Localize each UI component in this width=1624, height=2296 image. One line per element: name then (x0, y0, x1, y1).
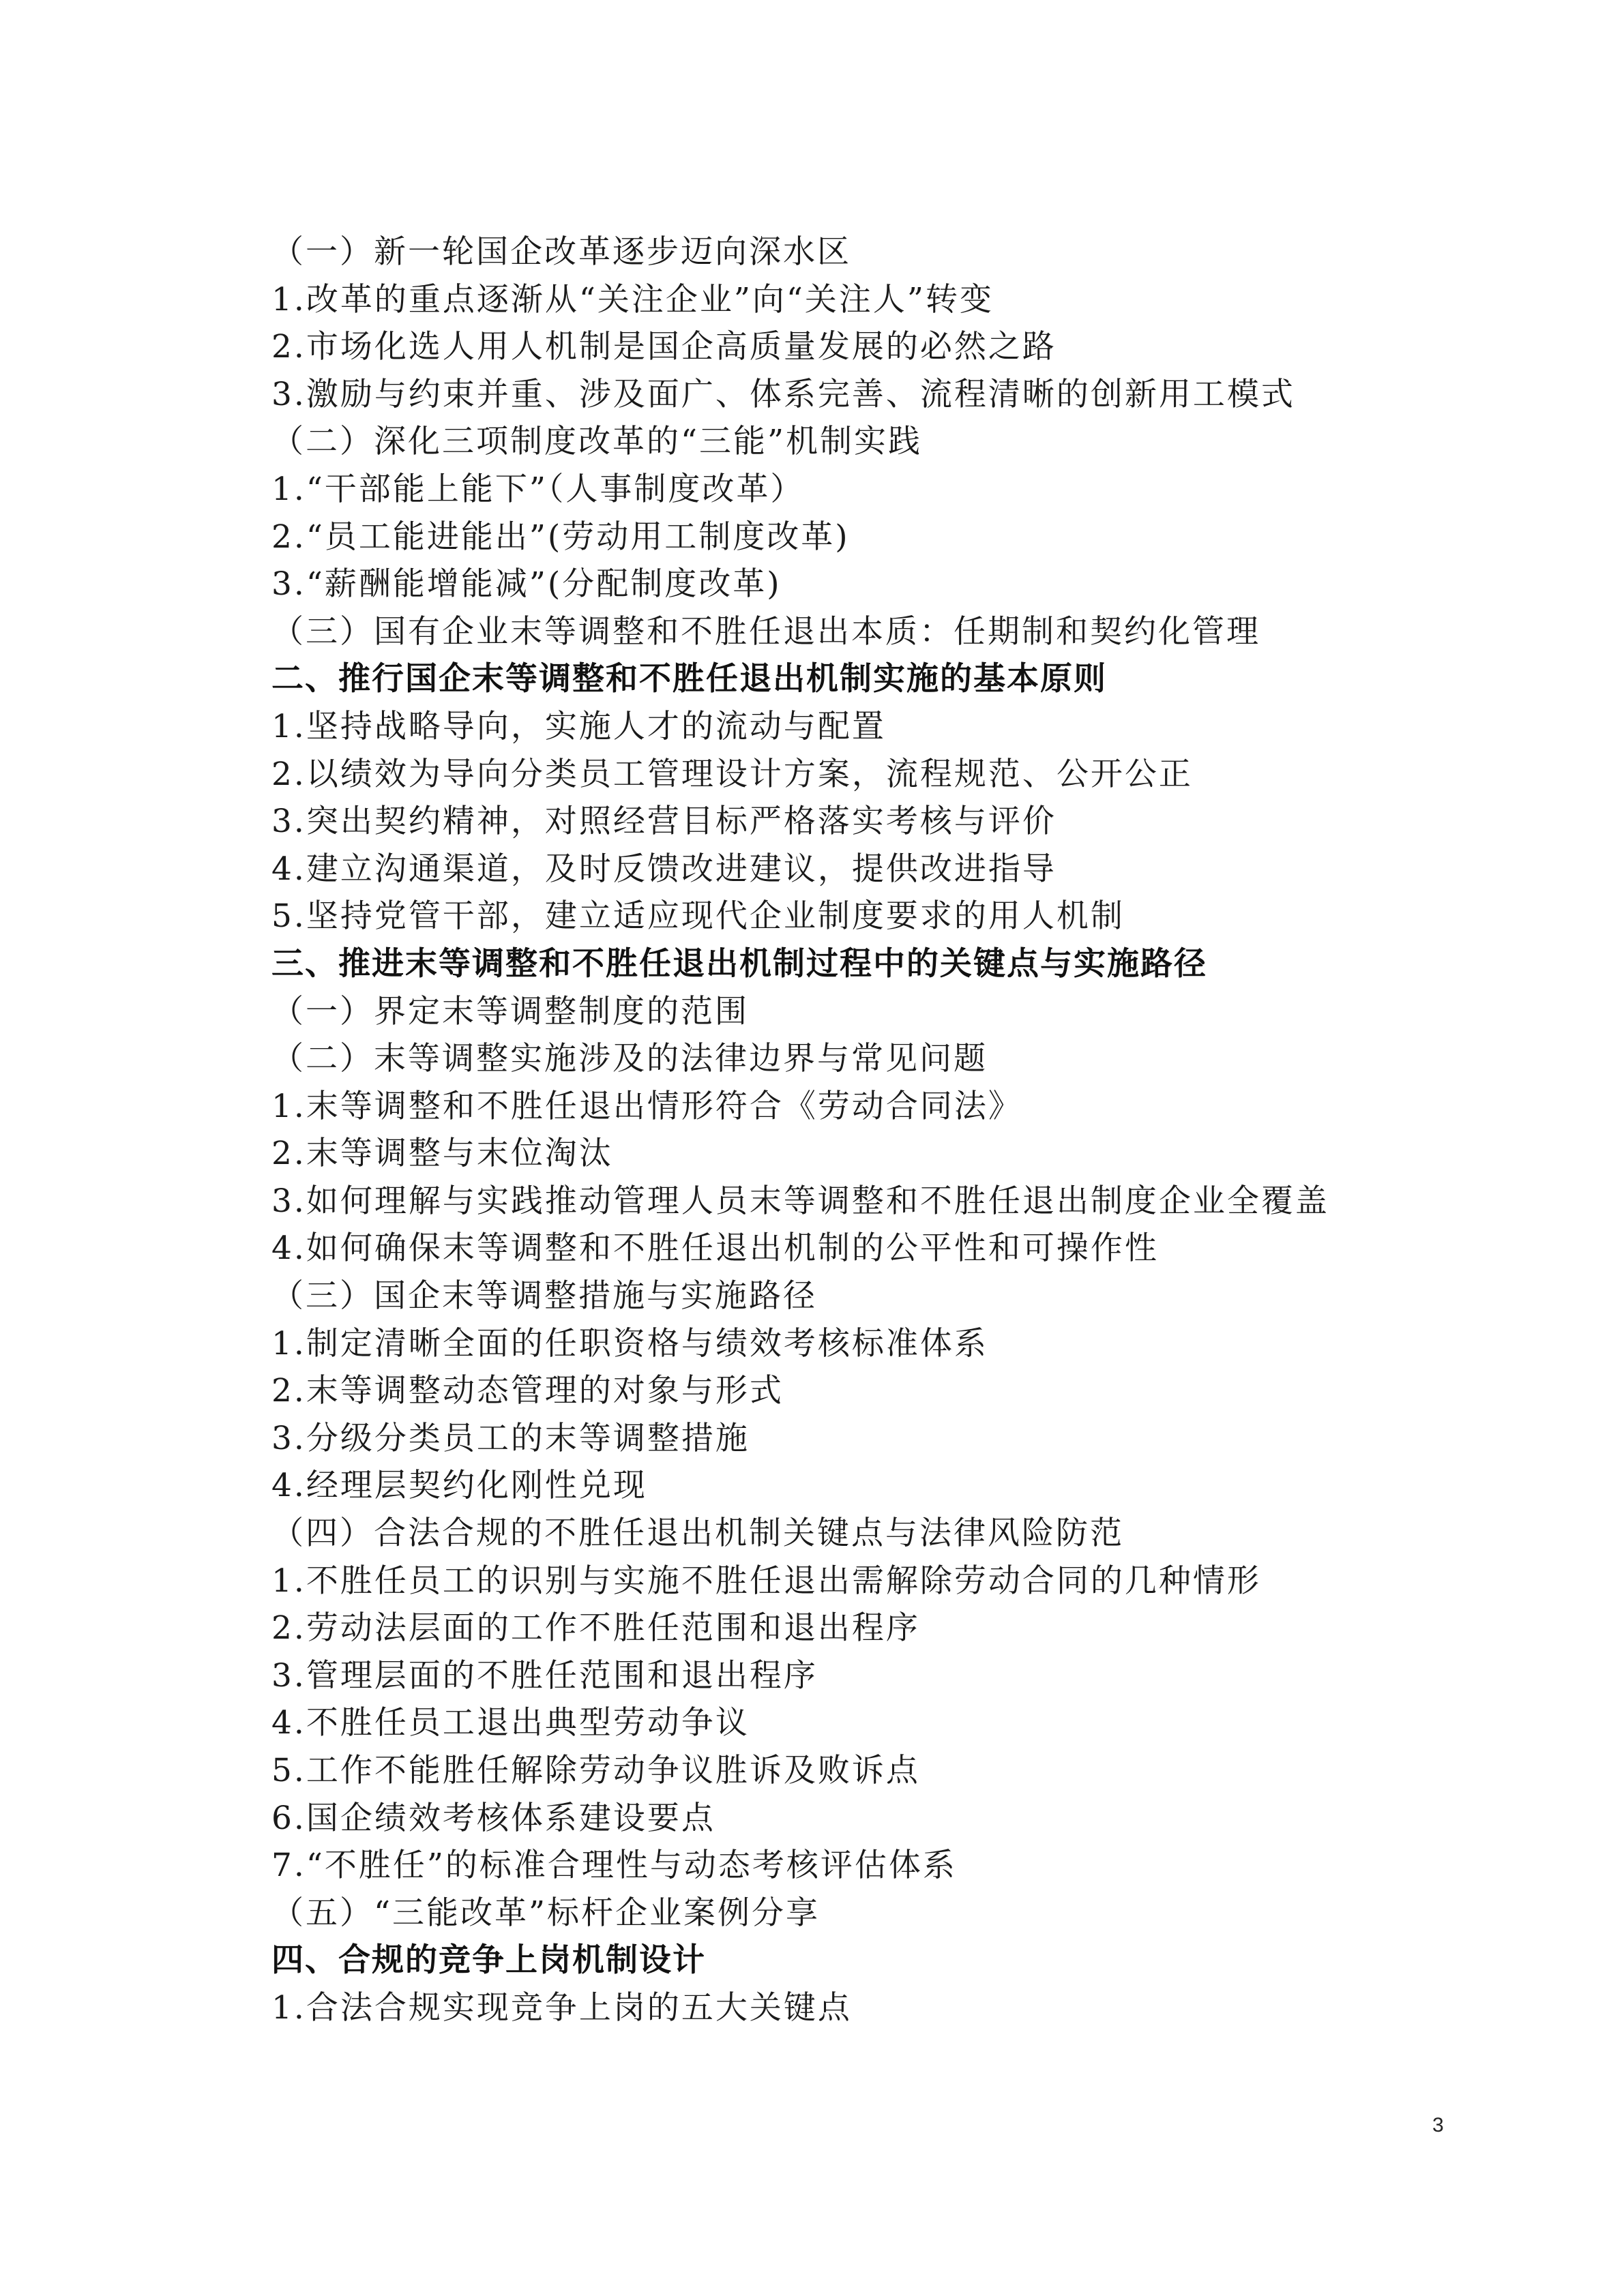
list-item: 3.如何理解与实践推动管理人员末等调整和不胜任退出制度企业全覆盖 (271, 1182, 1329, 1220)
list-item: 1.合法合规实现竞争上岗的五大关键点 (271, 1988, 852, 2027)
section-heading: 二、推行国企末等调整和不胜任退出机制实施的基本原则 (271, 660, 1107, 698)
list-item: 5.坚持党管干部，建立适应现代企业制度要求的用人机制 (271, 897, 1125, 936)
list-item: 5.工作不能胜任解除劳动争议胜诉及败诉点 (271, 1752, 920, 1789)
list-item: 2.市场化选人用人机制是国企高质量发展的必然之路 (271, 328, 1057, 366)
list-item: 3.激励与约束并重、涉及面广、体系完善、流程清晰的创新用工模式 (271, 375, 1295, 413)
list-item: 3.突出契约精神，对照经营目标严格落实考核与评价 (271, 803, 1057, 841)
subsection-heading: （三）国企末等调整措施与实施路径 (271, 1277, 817, 1315)
list-item: 2.以绩效为导向分类员工管理设计方案，流程规范、公开公正 (271, 755, 1193, 793)
list-item: 3.“薪酬能增能减”(分配制度改革) (271, 565, 782, 603)
subsection-heading: （二）末等调整实施涉及的法律边界与常见问题 (271, 1040, 988, 1078)
section-heading: 四、合规的竞争上岗机制设计 (271, 1941, 706, 1980)
list-item: 2.末等调整动态管理的对象与形式 (271, 1372, 784, 1410)
list-item: 3.管理层面的不胜任范围和退出程序 (271, 1656, 818, 1695)
list-item: 1.末等调整和不胜任退出情形符合《劳动合同法》 (271, 1087, 1022, 1125)
list-item: 4.经理层契约化刚性兑现 (271, 1467, 647, 1505)
list-item: 4.如何确保末等调整和不胜任退出机制的公平性和可操作性 (271, 1229, 1159, 1268)
list-item: 1.制定清晰全面的任职资格与绩效考核标准体系 (271, 1324, 988, 1362)
section-heading: 三、推进末等调整和不胜任退出机制过程中的关键点与实施路径 (271, 944, 1207, 983)
list-item: 1.不胜任员工的识别与实施不胜任退出需解除劳动合同的几种情形 (271, 1562, 1261, 1600)
list-item: 3.分级分类员工的末等调整措施 (271, 1419, 750, 1457)
list-item: 6.国企绩效考核体系建设要点 (271, 1799, 715, 1837)
list-item: 1.改革的重点逐渐从“关注企业”向“关注人”转变 (271, 280, 994, 318)
list-item: 7.“不胜任”的标准合理性与动态考核评估体系 (271, 1847, 957, 1885)
list-item: 1.坚持战略导向，实施人才的流动与配置 (271, 707, 886, 745)
list-item: 2.“员工能进能出”(劳动用工制度改革) (271, 518, 850, 556)
page-number: 3 (1432, 2114, 1444, 2136)
list-item: 2.劳动法层面的工作不胜任范围和退出程序 (271, 1609, 920, 1648)
subsection-heading: （二）深化三项制度改革的“三能”机制实践 (271, 423, 923, 461)
subsection-heading: （四）合法合规的不胜任退出机制关键点与法律风险防范 (271, 1515, 1124, 1553)
document-body (271, 228, 1499, 2032)
subsection-heading: （三）国有企业末等调整和不胜任退出本质：任期制和契约化管理 (271, 612, 1260, 651)
list-item: 4.不胜任员工退出典型劳动争议 (271, 1704, 750, 1742)
subsection-heading: （一）界定末等调整制度的范围 (271, 992, 749, 1030)
list-item: 4.建立沟通渠道，及时反馈改进建议，提供改进指导 (271, 850, 1057, 888)
subsection-heading: （一）新一轮国企改革逐步迈向深水区 (271, 233, 851, 271)
subsection-heading: （五）“三能改革”标杆企业案例分享 (271, 1894, 821, 1932)
list-item: 1.“干部能上能下”（人事制度改革） (271, 470, 805, 508)
list-item: 2.末等调整与末位淘汰 (271, 1135, 613, 1173)
